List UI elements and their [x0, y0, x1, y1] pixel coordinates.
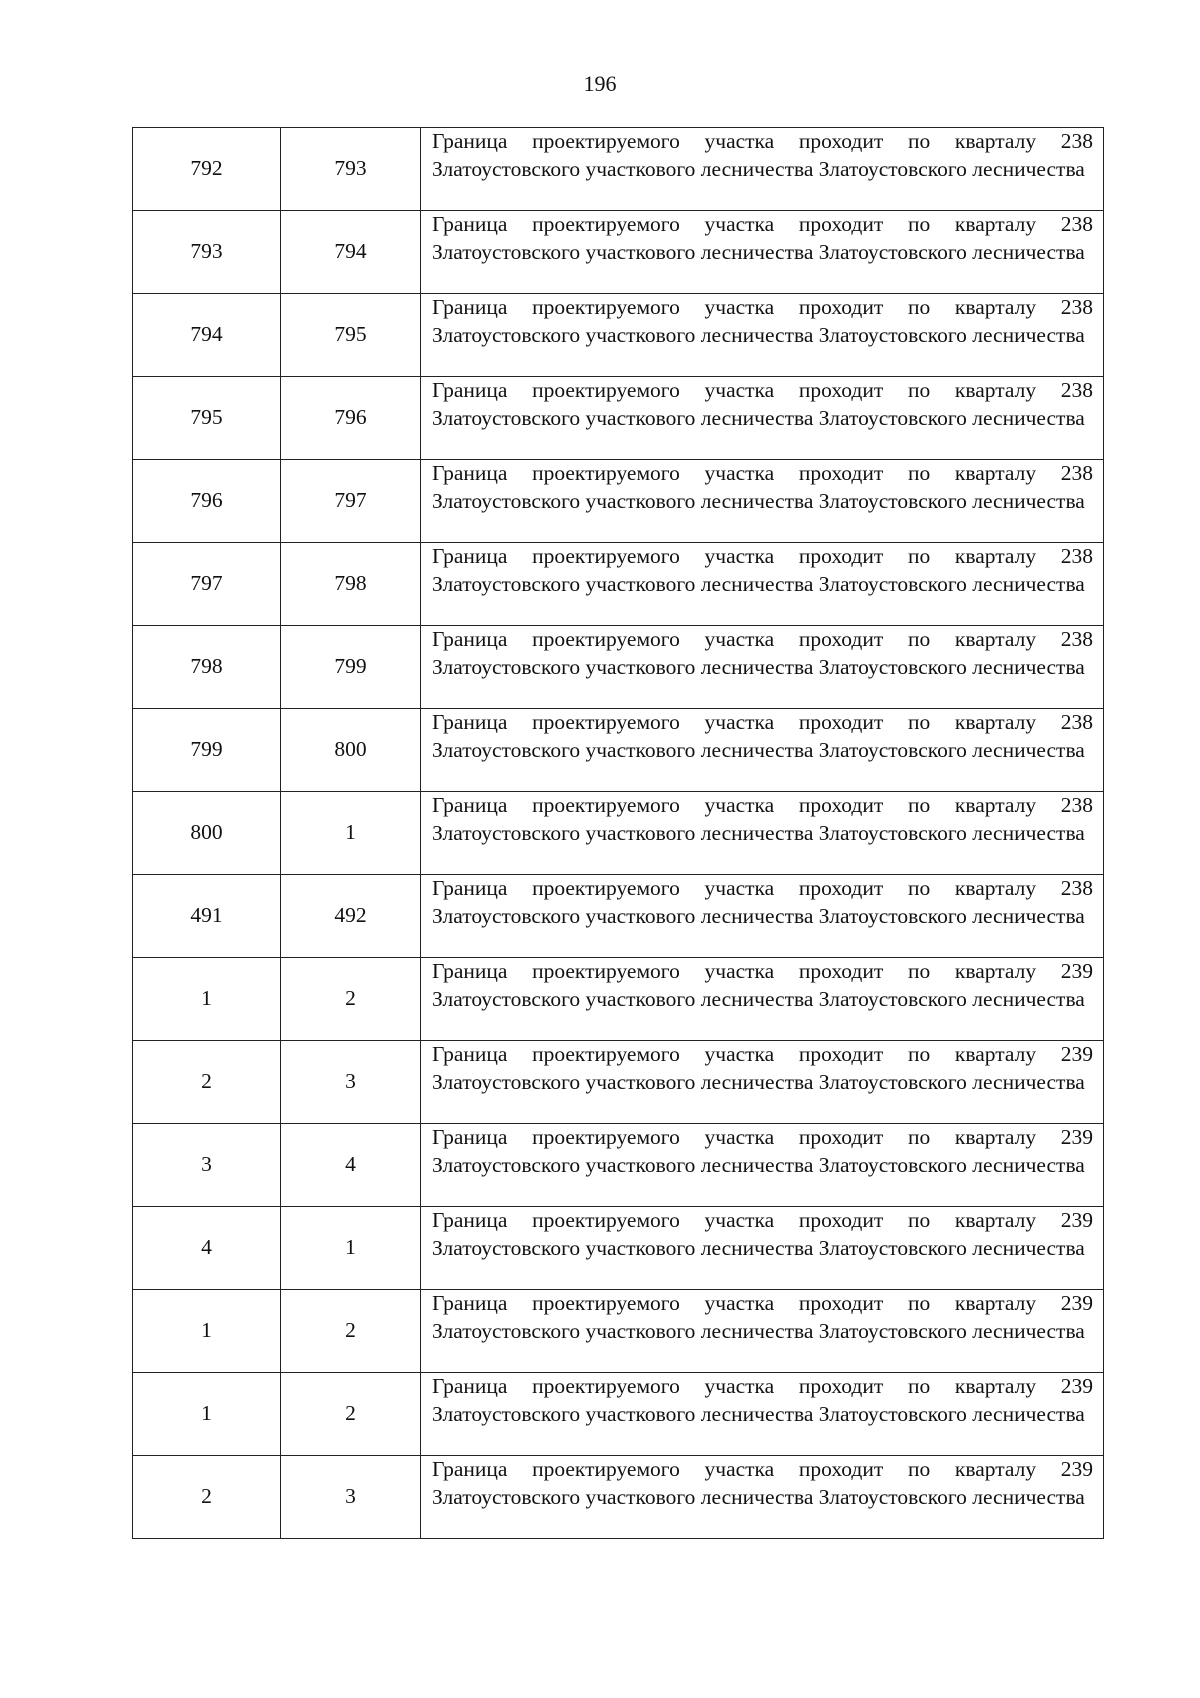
- table-row: [133, 377, 1104, 460]
- table-row: [133, 875, 1104, 958]
- point-from-cell: 1: [133, 958, 281, 1041]
- table-row: [133, 128, 1104, 211]
- point-from-cell: 793: [133, 211, 281, 294]
- point-from-cell: 792: [133, 128, 281, 211]
- point-from-cell: 2: [133, 1456, 281, 1539]
- point-from-cell: 795: [133, 377, 281, 460]
- boundary-description-text: Граница проектируемого участка проходит по кварталу 238 Златоустовского участкового лесничества Златоустовского лесничества: [432, 129, 1093, 181]
- boundary-description-cell: [421, 211, 1104, 294]
- point-from-cell: 796: [133, 460, 281, 543]
- boundary-description-text: Граница проектируемого участка проходит по кварталу 239 Златоустовского участкового лесничества Златоустовского лесничества: [432, 1042, 1093, 1094]
- point-to-cell: 492: [281, 875, 421, 958]
- point-to-cell: 793: [281, 128, 421, 211]
- boundary-description-cell: [421, 875, 1104, 958]
- point-to-cell: 2: [281, 958, 421, 1041]
- point-from-cell: 797: [133, 543, 281, 626]
- point-to-cell: 794: [281, 211, 421, 294]
- boundary-description-cell: [421, 709, 1104, 792]
- point-to-cell: 1: [281, 1207, 421, 1290]
- boundary-description-cell: [421, 1207, 1104, 1290]
- boundary-description-cell: [421, 294, 1104, 377]
- point-from-cell: 1: [133, 1290, 281, 1373]
- boundary-description-cell: [421, 626, 1104, 709]
- point-to-cell: 3: [281, 1456, 421, 1539]
- table-row: [133, 460, 1104, 543]
- point-to-cell: 3: [281, 1041, 421, 1124]
- boundary-description-text: Граница проектируемого участка проходит по кварталу 238 Златоустовского участкового лесничества Златоустовского лесничества: [432, 710, 1093, 762]
- boundary-description-cell: [421, 1456, 1104, 1539]
- point-to-cell: 797: [281, 460, 421, 543]
- table-row: [133, 1207, 1104, 1290]
- boundary-description-text: Граница проектируемого участка проходит по кварталу 239 Златоустовского участкового лесничества Златоустовского лесничества: [432, 1374, 1093, 1426]
- table-row: [133, 709, 1104, 792]
- point-from-cell: 794: [133, 294, 281, 377]
- boundary-description-text: Граница проектируемого участка проходит по кварталу 238 Златоустовского участкового лесничества Златоустовского лесничества: [432, 378, 1093, 430]
- table-row: [133, 543, 1104, 626]
- point-to-cell: 2: [281, 1373, 421, 1456]
- boundary-description-text: Граница проектируемого участка проходит по кварталу 239 Златоустовского участкового лесничества Златоустовского лесничества: [432, 1125, 1093, 1177]
- point-to-cell: 1: [281, 792, 421, 875]
- point-to-cell: 799: [281, 626, 421, 709]
- boundary-description-text: Граница проектируемого участка проходит по кварталу 238 Златоустовского участкового лесничества Златоустовского лесничества: [432, 212, 1093, 264]
- boundary-table: [132, 127, 1104, 1539]
- point-to-cell: 4: [281, 1124, 421, 1207]
- boundary-description-cell: [421, 1124, 1104, 1207]
- page-number: 196: [583, 71, 617, 96]
- table-row: [133, 294, 1104, 377]
- point-to-cell: 800: [281, 709, 421, 792]
- table-row: [133, 1124, 1104, 1207]
- boundary-description-text: Граница проектируемого участка проходит по кварталу 238 Златоустовского участкового лесничества Златоустовского лесничества: [432, 627, 1093, 679]
- table-row: [133, 1290, 1104, 1373]
- boundary-description-cell: [421, 128, 1104, 211]
- table-row: [133, 626, 1104, 709]
- table-row: [133, 792, 1104, 875]
- table-row: [133, 958, 1104, 1041]
- point-from-cell: 1: [133, 1373, 281, 1456]
- point-from-cell: 491: [133, 875, 281, 958]
- boundary-description-cell: [421, 1373, 1104, 1456]
- boundary-description-text: Граница проектируемого участка проходит по кварталу 238 Златоустовского участкового лесничества Златоустовского лесничества: [432, 295, 1093, 347]
- boundary-description-cell: [421, 792, 1104, 875]
- table-row: [133, 211, 1104, 294]
- boundary-description-text: Граница проектируемого участка проходит по кварталу 238 Златоустовского участкового лесничества Златоустовского лесничества: [432, 793, 1093, 845]
- point-to-cell: 2: [281, 1290, 421, 1373]
- boundary-description-text: Граница проектируемого участка проходит по кварталу 239 Златоустовского участкового лесничества Златоустовского лесничества: [432, 1208, 1093, 1260]
- boundary-description-text: Граница проектируемого участка проходит по кварталу 238 Златоустовского участкового лесничества Златоустовского лесничества: [432, 544, 1093, 596]
- boundary-description-text: Граница проектируемого участка проходит по кварталу 238 Златоустовского участкового лесничества Златоустовского лесничества: [432, 876, 1093, 928]
- boundary-description-text: Граница проектируемого участка проходит по кварталу 239 Златоустовского участкового лесничества Златоустовского лесничества: [432, 1457, 1093, 1509]
- table-body: [133, 128, 1104, 1539]
- boundary-description-cell: [421, 460, 1104, 543]
- point-from-cell: 800: [133, 792, 281, 875]
- boundary-description-text: Граница проектируемого участка проходит по кварталу 239 Златоустовского участкового лесничества Златоустовского лесничества: [432, 959, 1093, 1011]
- table-row: [133, 1456, 1104, 1539]
- point-from-cell: 3: [133, 1124, 281, 1207]
- boundary-description-cell: [421, 1041, 1104, 1124]
- point-from-cell: 2: [133, 1041, 281, 1124]
- point-to-cell: 798: [281, 543, 421, 626]
- point-to-cell: 796: [281, 377, 421, 460]
- boundary-description-cell: [421, 958, 1104, 1041]
- point-to-cell: 795: [281, 294, 421, 377]
- boundary-description-text: Граница проектируемого участка проходит по кварталу 239 Златоустовского участкового лесничества Златоустовского лесничества: [432, 1291, 1093, 1343]
- point-from-cell: 4: [133, 1207, 281, 1290]
- boundary-description-cell: [421, 1290, 1104, 1373]
- point-from-cell: 798: [133, 626, 281, 709]
- boundary-description-text: Граница проектируемого участка проходит по кварталу 238 Златоустовского участкового лесничества Златоустовского лесничества: [432, 461, 1093, 513]
- boundary-description-cell: [421, 377, 1104, 460]
- table-row: [133, 1041, 1104, 1124]
- table-row: [133, 1373, 1104, 1456]
- boundary-description-cell: [421, 543, 1104, 626]
- point-from-cell: 799: [133, 709, 281, 792]
